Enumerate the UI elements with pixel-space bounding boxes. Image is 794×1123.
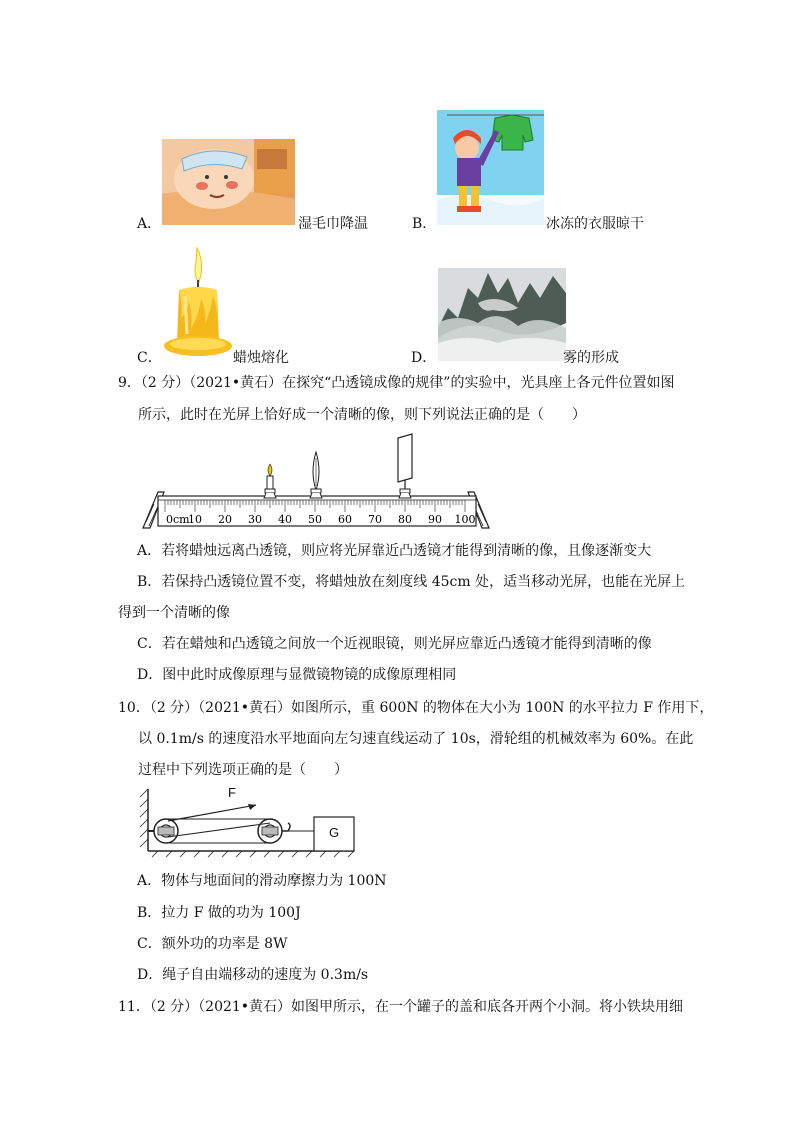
optical-bench-svg — [140, 432, 492, 532]
convex-lens-icon — [310, 452, 322, 498]
pulley-system-diagram — [138, 787, 360, 859]
option-c-letter: C． — [137, 350, 162, 366]
q9-option-c: C．若在蜡烛和凸透镜之间放一个近视眼镜，则光屏应靠近凸透镜才能得到清晰的像 — [137, 636, 652, 652]
option-c-caption: 蜡烛熔化 — [233, 350, 289, 366]
q9-option-d: D．图中此时成像原理与显微镜物镜的成像原理相同 — [137, 667, 457, 683]
light-screen-icon — [398, 434, 412, 498]
q9-option-a: A．若将蜡烛远离凸透镜，则应将光屏靠近凸透镜才能得到清晰的像，且像逐渐变大 — [137, 543, 652, 559]
force-label: F — [228, 785, 236, 800]
fixed-pulley-icon — [154, 819, 178, 843]
q10-stem-line1: 10．（2 分）（2021•黄石）如图所示，重 600N 的物体在大小为 100N 的水平拉力 F 作用下， — [118, 700, 714, 716]
q9-option-b-line2: 得到一个清晰的像 — [118, 605, 230, 621]
q11-stem-line1: 11．（2 分）（2021•黄石）如图甲所示，在一个罐子的盖和底各开两个小洞。将小铁块用细 — [118, 999, 684, 1015]
option-b-letter: B． — [412, 216, 437, 232]
q10-option-c: C．额外功的功率是 8W — [137, 936, 288, 952]
option-a-caption: 湿毛巾降温 — [298, 216, 368, 232]
moving-pulley-icon — [258, 819, 290, 843]
ruler-label: 70 — [368, 513, 382, 526]
option-c-image — [163, 246, 233, 360]
option-a-image — [162, 139, 295, 225]
ruler-label: 40 — [278, 513, 292, 526]
q10-option-b: B．拉力 F 做的功为 100J — [137, 905, 301, 921]
option-b-image — [437, 110, 544, 225]
ruler-label: 90 — [428, 513, 442, 526]
option-d-image — [438, 268, 566, 361]
ruler-label: 100 — [454, 513, 476, 526]
ruler-label: 20 — [218, 513, 232, 526]
option-d-letter: D． — [411, 350, 437, 366]
ruler-label: 50 — [308, 513, 322, 526]
option-b-caption: 冰冻的衣服晾干 — [546, 216, 644, 232]
ruler-label: 10 — [188, 513, 202, 526]
candle-icon — [264, 464, 276, 498]
option-a-letter: A． — [137, 216, 162, 232]
q10-option-d: D．绳子自由端移动的速度为 0.3m/s — [137, 967, 369, 983]
foggy-mountain-photo — [438, 268, 566, 361]
pulley-system-svg — [138, 787, 360, 859]
ruler-label: 80 — [398, 513, 412, 526]
q9-stem-line2: 所示，此时在光屏上恰好成一个清晰的像，则下列说法正确的是（ ） — [138, 407, 586, 423]
q10-option-a: A．物体与地面间的滑动摩擦力为 100N — [137, 873, 387, 889]
ruler-label: 60 — [338, 513, 352, 526]
q10-stem-line3: 过程中下列选项正确的是（ ） — [138, 762, 348, 778]
block-label: G — [329, 825, 340, 840]
optical-bench-diagram — [140, 432, 492, 532]
option-d-caption: 雾的形成 — [563, 350, 619, 366]
ruler-label: 0cm — [166, 513, 190, 526]
q10-stem-line2: 以 0.1m/s 的速度沿水平地面向左匀速直线运动了 10s，滑轮组的机械效率为 60%。在此 — [138, 731, 694, 747]
ruler-label: 30 — [248, 513, 262, 526]
q9-stem-line1: 9．（2 分）（2021•黄石）在探究“凸透镜成像的规律”的实验中，光具座上各元件位置如图 — [118, 375, 675, 391]
child-hanging-clothes-illustration — [437, 110, 544, 225]
q9-option-b-line1: B．若保持凸透镜位置不变，将蜡烛放在刻度线 45cm 处，适当移动光屏，也能在光屏上 — [137, 574, 686, 590]
sick-child-towel-illustration — [162, 139, 295, 225]
melting-candle-illustration — [163, 246, 233, 360]
